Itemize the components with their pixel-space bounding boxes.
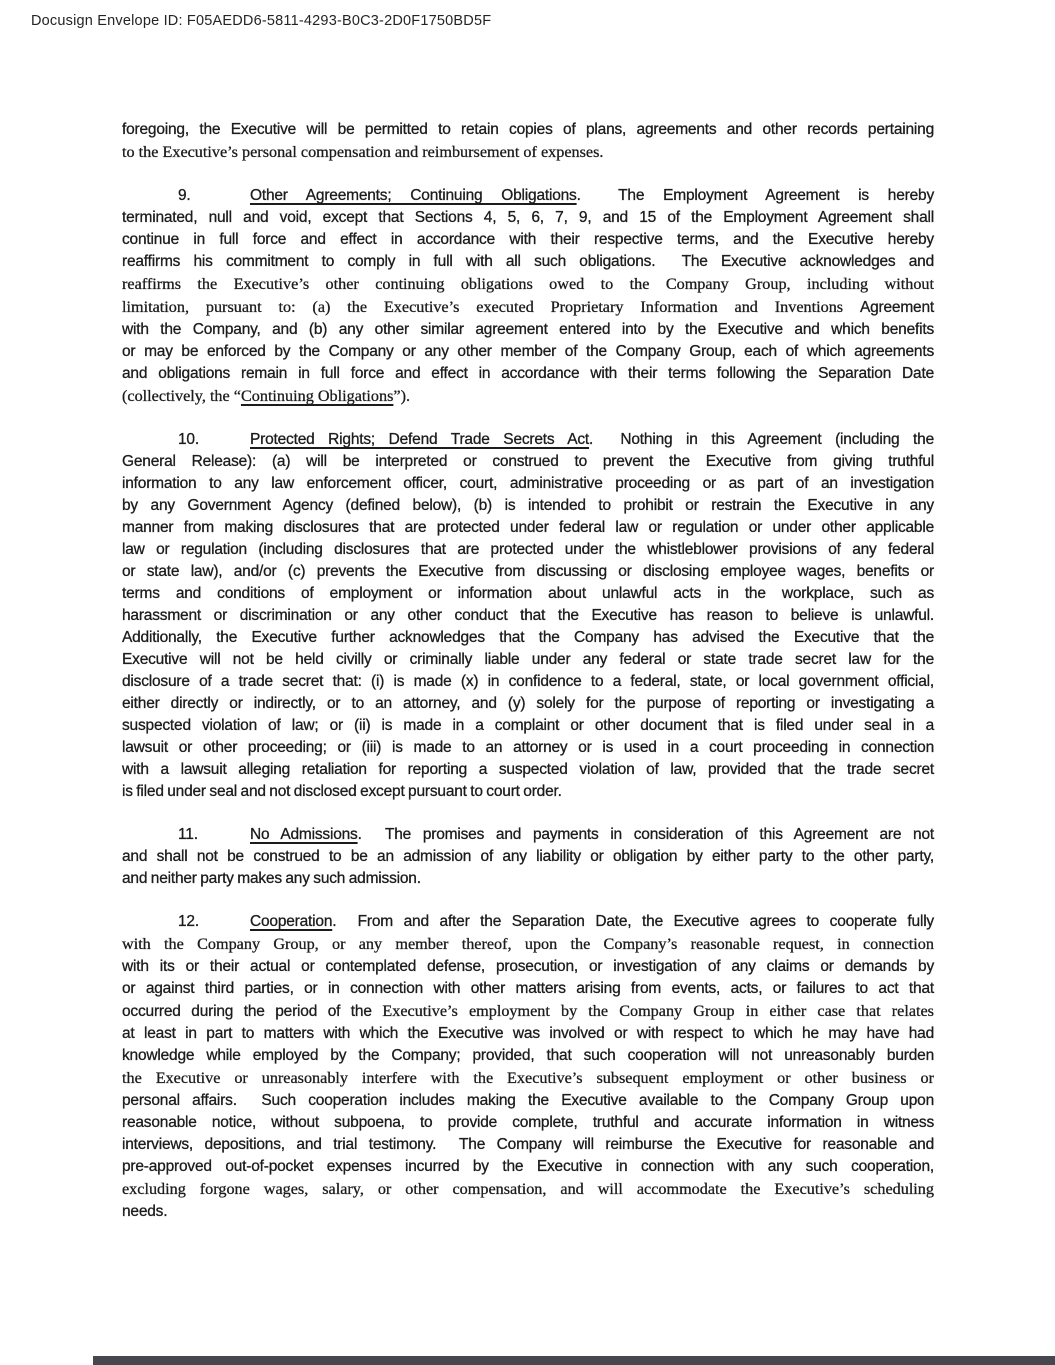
text-line (122, 824, 934, 846)
paragraph-section-12 (122, 911, 934, 1223)
text-line (122, 781, 934, 803)
text-line (122, 1090, 934, 1112)
text-segment: with the Company, and (b) any other similar agreement entered into by the Executive and which benefits (122, 321, 934, 338)
text-line (122, 229, 934, 251)
text-segment: disclosure of a trade secret that: (i) is made (x) in confidence to a federal, state, or local government official, (122, 673, 934, 690)
text-line (122, 1045, 934, 1067)
text-line (122, 693, 934, 715)
text-line (122, 978, 934, 1000)
text-line (122, 141, 934, 164)
text-line (122, 539, 934, 561)
text-segment: the Executive or unreasonably interfere with the Executive’s subsequent employment or other business or (122, 1069, 934, 1087)
text-line (122, 1201, 934, 1223)
text-segment: needs. (122, 1203, 168, 1220)
docusign-envelope-id: Docusign Envelope ID: F05AEDD6-5811-4293-B0C3-2D0F1750BD5F (31, 13, 492, 29)
text-segment: suspected violation of law; or (ii) is made in a complaint or other document that is filed under seal in a (122, 717, 934, 734)
text-segment: and neither party makes any such admission. (122, 870, 421, 887)
text-line (122, 296, 934, 319)
text-line (122, 737, 934, 759)
paragraph-section-9 (122, 185, 934, 408)
text-line (122, 1156, 934, 1178)
text-segment: foregoing, the Executive will be permitted to retain copies of plans, agreements and other records pertaining (122, 121, 934, 138)
text-line (122, 671, 934, 693)
text-line (122, 759, 934, 781)
text-line (122, 319, 934, 341)
page-bottom-scan-bar (93, 1356, 1055, 1365)
section-heading: Other Agreements; Continuing Obligations (250, 187, 577, 204)
text-segment: law or regulation (including disclosures that are protected under the whistleblower provisions of any federal (122, 541, 934, 558)
text-line (122, 517, 934, 539)
text-segment: ”). (393, 387, 411, 405)
text-line (122, 273, 934, 296)
text-line (122, 1178, 934, 1201)
text-line (122, 1067, 934, 1090)
text-line (122, 1134, 934, 1156)
text-segment: . From and after the Separation Date, the Executive agrees to cooperate fully (332, 913, 934, 930)
text-line (122, 933, 934, 956)
text-segment: by any Government Agency (defined below), (b) is intended to prohibit or restrain the Executive in any (122, 497, 934, 514)
text-line (122, 649, 934, 671)
text-segment: interviews, depositions, and trial testimony. The Company will reimburse the Executive for reasonable and (122, 1136, 934, 1153)
text-segment: lawsuit or other proceeding; or (iii) is made to an attorney or is used in a court proceeding in connection (122, 739, 934, 756)
section-heading: Cooperation (250, 913, 333, 930)
text-segment: occurred during the period of the (122, 1003, 383, 1020)
paragraph-continuation (122, 119, 934, 164)
text-line (122, 429, 934, 451)
text-segment: Additionally, the Executive further acknowledges that the Company has advised the Executive that the (122, 629, 934, 646)
section-number: 9. (178, 187, 191, 204)
text-segment: reasonable notice, without subpoena, to provide complete, truthful and accurate information in witness (122, 1114, 934, 1131)
text-segment: and obligations remain in full force and effect in accordance with their terms following the Separation Date (122, 365, 934, 382)
text-segment: to the Executive’s personal compensation and reimbursement of expenses. (122, 143, 604, 161)
section-heading: Protected Rights; Defend Trade Secrets Act (250, 431, 590, 448)
text-segment: Agreement (859, 299, 934, 316)
paragraph-section-10 (122, 429, 934, 803)
text-segment: . The promises and payments in consideration of this Agreement are not (357, 826, 934, 843)
text-segment: or may be enforced by the Company or any other member of the Company Group, each of which agreements (122, 343, 934, 360)
text-segment: . The Employment Agreement is hereby (576, 187, 934, 204)
text-line (122, 385, 934, 408)
text-segment: harassment or discrimination or any other conduct that the Executive has reason to believe is unlawful. (122, 607, 934, 624)
text-segment: excluding forgone wages, salary, or other compensation, and will accommodate the Executive’s scheduling (122, 1180, 934, 1198)
text-segment: (collectively, the “ (122, 387, 241, 405)
text-line (122, 495, 934, 517)
text-line (122, 341, 934, 363)
text-line (122, 627, 934, 649)
section-heading: Continuing Obligations (240, 387, 394, 405)
text-segment: is filed under seal and not disclosed except pursuant to court order. (122, 783, 562, 800)
text-line (122, 605, 934, 627)
document-body (122, 119, 934, 1244)
text-segment: knowledge while employed by the Company; provided, that such cooperation will not unreasonably burden (122, 1047, 934, 1064)
section-number: 11. (178, 826, 198, 843)
text-line (122, 1000, 934, 1023)
text-line (122, 956, 934, 978)
section-number: 10. (178, 431, 199, 448)
text-segment: at least in part to matters with which the Executive was involved or with respect to which he may have had (122, 1025, 934, 1042)
section-number: 12. (178, 913, 199, 930)
text-segment: pre-approved out-of-pocket expenses incurred by the Executive in connection with any such cooperation, (122, 1158, 934, 1175)
text-line (122, 119, 934, 141)
text-line (122, 1023, 934, 1045)
text-segment: or against third parties, or in connection with other matters arising from events, acts, or failures to act that (122, 980, 934, 997)
text-segment: and shall not be construed to be an admission of any liability or obligation by either party to the other party, (122, 848, 934, 865)
text-segment: . Nothing in this Agreement (including the (589, 431, 934, 448)
text-segment: manner from making disclosures that are protected under federal law or regulation or under other applicable (122, 519, 934, 536)
text-line (122, 846, 934, 868)
paragraph-section-11 (122, 824, 934, 890)
text-line (122, 185, 934, 207)
text-line (122, 207, 934, 229)
text-line (122, 1112, 934, 1134)
section-heading: No Admissions (250, 826, 358, 843)
text-line (122, 715, 934, 737)
text-segment: reaffirms the Executive’s other continuing obligations owed to the Company Group, including without (122, 275, 934, 293)
text-segment: terms and conditions of employment or information about unlawful acts in the workplace, such as (122, 585, 934, 602)
text-line (122, 583, 934, 605)
text-line (122, 911, 934, 933)
text-segment: either directly or indirectly, or to an attorney, and (y) solely for the purpose of reporting or investigating a (122, 695, 934, 712)
text-segment: continue in full force and effect in accordance with their respective terms, and the Executive hereby (122, 231, 934, 248)
text-segment: Executive will not be held civilly or criminally liable under any federal or state trade secret law for the (122, 651, 934, 668)
text-segment: limitation, pursuant to: (a) the Executive’s executed Proprietary Information and Inventions (122, 298, 860, 316)
text-segment: with the Company Group, or any member thereof, upon the Company’s reasonable request, in connection (122, 935, 934, 953)
text-line (122, 251, 934, 273)
text-segment: with its or their actual or contemplated defense, prosecution, or investigation of any claims or demands by (122, 958, 934, 975)
text-line (122, 363, 934, 385)
text-segment: personal affairs. Such cooperation includes making the Executive available to the Company Group upon (122, 1092, 934, 1109)
text-line (122, 473, 934, 495)
text-segment: with a lawsuit alleging retaliation for reporting a suspected violation of law, provided that the trade secret (122, 761, 934, 778)
text-line (122, 561, 934, 583)
text-line (122, 868, 934, 890)
text-segment: or state law), and/or (c) prevents the Executive from discussing or disclosing employee wages, benefits or (122, 563, 934, 580)
text-segment: terminated, null and void, except that Sections 4, 5, 6, 7, 9, and 15 of the Employment Agreement shall (122, 209, 934, 226)
text-segment: reaffirms his commitment to comply in full with all such obligations. The Executive acknowledges and (122, 253, 934, 270)
text-segment: Executive’s employment by the Company Group in either case that relates (382, 1002, 934, 1020)
text-segment: General Release): (a) will be interpreted or construed to prevent the Executive from giving truthful (122, 453, 934, 470)
text-segment: information to any law enforcement officer, court, administrative proceeding or as part of an investigation (122, 475, 934, 492)
text-line (122, 451, 934, 473)
